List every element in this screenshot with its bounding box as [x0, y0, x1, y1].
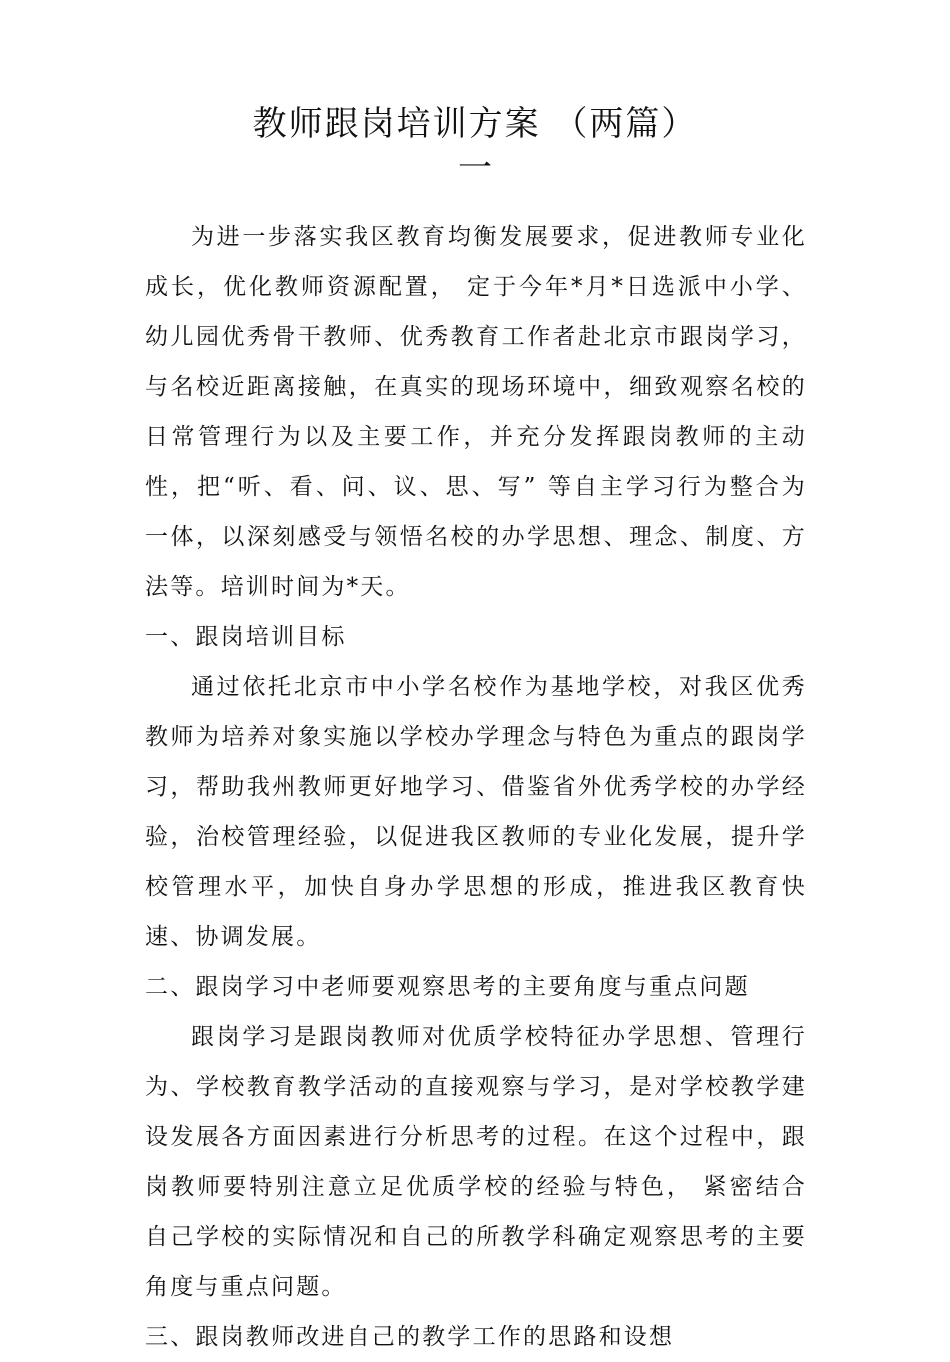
- section-2-paragraph: 跟岗学习是跟岗教师对优质学校特征办学思想、管理行为、学校教育教学活动的直接观察与学习，是对学校教学建设发展各方面因素进行分析思考的过程。在这个过程中，跟岗教师要特别注意立足优质学校的经验与特色， 紧密结合自己学校的实际情况和自己的所教学科确定观察思考的主要角度与重点问题。: [145, 1024, 807, 1300]
- document-body: [145, 212, 807, 1362]
- section-heading-3: 三、跟岗教师改进自己的教学工作的思路和设想: [145, 1324, 675, 1350]
- document-title: 教师跟岗培训方案 （两篇）: [252, 104, 698, 144]
- section-heading-1: 一、跟岗培训目标: [145, 624, 347, 650]
- section-heading-2: 二、跟岗学习中老师要观察思考的主要角度与重点问题: [145, 974, 750, 1000]
- part-marker: 一: [458, 148, 492, 188]
- intro-paragraph: 为进一步落实我区教育均衡发展要求，促进教师专业化成长，优化教师资源配置， 定于今年*月*日选派中小学、幼儿园优秀骨干教师、优秀教育工作者赴北京市跟岗学习，与名校近距离接触，在真实的现场环境中，细致观察名校的日常管理行为以及主要工作，并充分发挥跟岗教师的主动性，把“听、看、问、议、思、写” 等自主学习行为整合为一体，以深刻感受与领悟名校的办学思想、理念、制度、方法等。培训时间为*天。: [145, 224, 807, 600]
- section-1-paragraph: 通过依托北京市中小学名校作为基地学校，对我区优秀教师为培养对象实施以学校办学理念与特色为重点的跟岗学习，帮助我州教师更好地学习、借鉴省外优秀学校的办学经验，治校管理经验，以促进我区教师的专业化发展，提升学校管理水平，加快自身办学思想的形成，推进我区教育快速、协调发展。: [145, 674, 807, 950]
